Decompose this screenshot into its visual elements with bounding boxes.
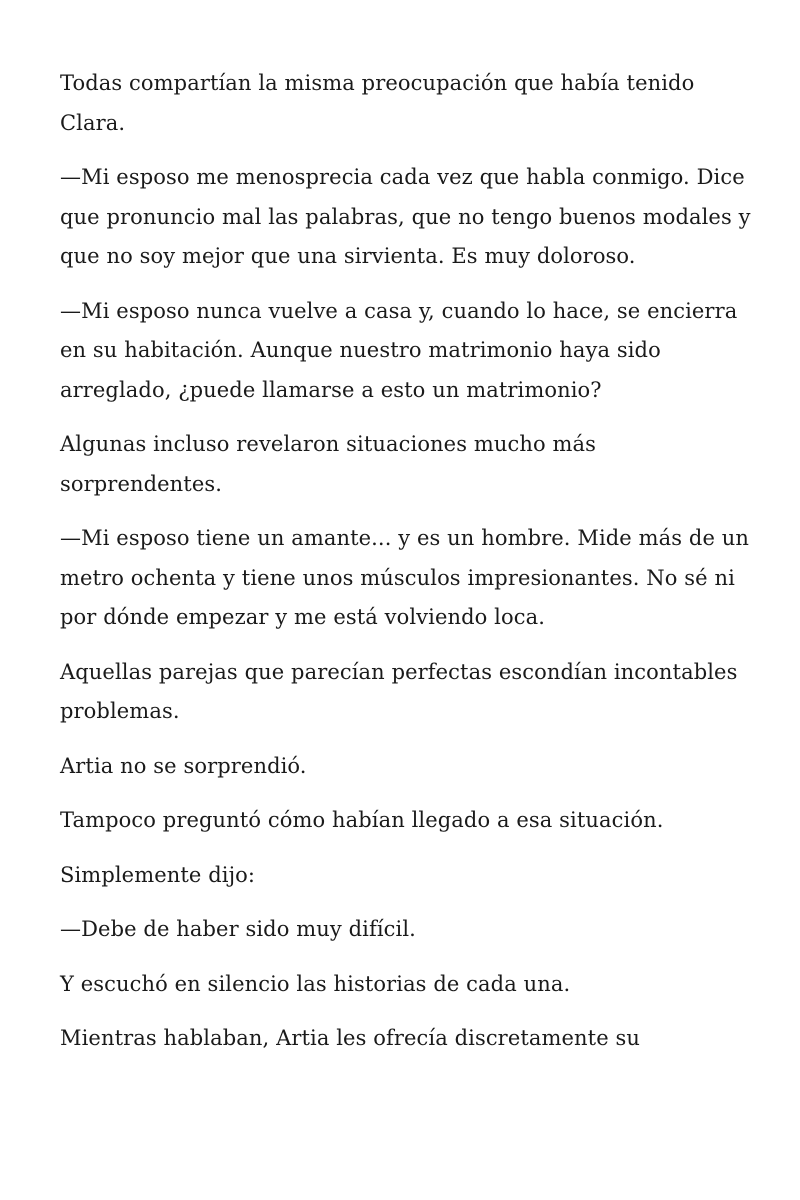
- paragraph: —Mi esposo tiene un amante... y es un hombre. Mide más de un metro ochenta y tiene unos músculos impresionantes. No sé ni por dónde empezar y me está volviendo loca.: [60, 526, 749, 629]
- paragraph: —Debe de haber sido muy difícil.: [60, 917, 416, 941]
- paragraph: —Mi esposo nunca vuelve a casa y, cuando lo hace, se encierra en su habitación. Aunque nuestro matrimonio haya sido arreglado, ¿puede llamarse a esto un matrimonio?: [60, 298, 738, 402]
- paragraph: Simplemente dijo:: [60, 862, 256, 887]
- paragraph: Y escuchó en silencio las historias de cada una.: [60, 971, 571, 996]
- document-body: [60, 64, 760, 1074]
- paragraph: Aquellas parejas que parecían perfectas escondían incontables problemas.: [60, 659, 738, 723]
- paragraph: Mientras hablaban, Artia les ofrecía discretamente su: [60, 1026, 641, 1050]
- paragraph: —Mi esposo me menosprecia cada vez que habla conmigo. Dice que pronuncio mal las palabras, que no tengo buenos modales y que no soy mejor que una sirvienta. Es muy doloroso.: [60, 165, 751, 268]
- paragraph: Tampoco preguntó cómo habían llegado a esa situación.: [60, 808, 664, 832]
- paragraph: Todas compartían la misma preocupación que había tenido Clara.: [60, 71, 695, 135]
- paragraph: Artia no se sorprendió.: [60, 753, 307, 778]
- paragraph: Algunas incluso revelaron situaciones mucho más sorprendentes.: [60, 432, 597, 496]
